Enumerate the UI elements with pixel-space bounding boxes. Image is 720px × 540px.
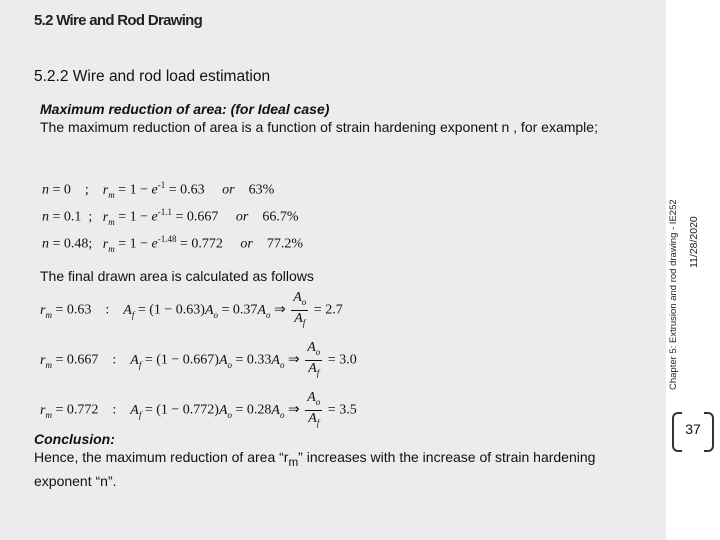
conclusion [34, 430, 644, 490]
intro-text: The maximum reduction of area is a function of strain hardening exponent n , for example; [40, 119, 598, 135]
case-percent: 63% [248, 182, 275, 198]
intro-paragraph [40, 100, 650, 136]
case-equation: n = 0.1 ; $r_m = 1 - e^{-1.1} = 0.667$ or 66.7% [42, 207, 299, 227]
final-coef: 0.37 [232, 302, 258, 318]
date-label: 11/28/2020 [688, 216, 700, 268]
page-number [672, 412, 714, 450]
conclusion-text-after: ” increases with the increase of strain hardening exponent “n”. [34, 449, 596, 489]
final-ratio: 3.5 [339, 402, 357, 418]
final-coef: 0.28 [246, 402, 272, 418]
case-rm: 0.772 [191, 236, 223, 252]
area-ratio-fraction: $\frac{A_o}{A_f}$ [307, 340, 321, 378]
final-equation: $r_m = 0.772$ : $A_f = (1 - 0.772)A_o = 0.28A_o$ ⇒ $\frac{A_o}{A_f}$ = 3.5 [40, 390, 357, 431]
final-equation: $r_m = 0.63$ : $A_f = (1 - 0.63)A_o = 0.37A_o$ ⇒ $\frac{A_o}{A_f}$ = 2.7 [40, 290, 343, 331]
conclusion-title: Conclusion: [34, 431, 115, 447]
conclusion-symbol: r [283, 449, 289, 465]
final-rm-inline: 0.667 [182, 352, 215, 368]
case-rm: 0.667 [186, 209, 219, 225]
final-ratio: 3.0 [339, 352, 357, 368]
final-rm: 0.63 [66, 302, 92, 318]
final-rm-inline: 0.772 [182, 402, 215, 418]
case-n: 0.1 [63, 209, 82, 225]
case-percent: 66.7% [262, 209, 299, 225]
case-exp: -1 [157, 180, 166, 190]
case-equation: n = 0 ; $r_m = 1 - e^{-1} = 0.63$ or 63% [42, 180, 275, 200]
area-ratio-fraction: $\frac{A_o}{A_f}$ [293, 290, 307, 328]
case-exp: -1.48 [157, 234, 177, 244]
case-exp: -1.1 [157, 207, 173, 217]
section-title: 5.2.2 Wire and rod load estimation [34, 68, 271, 85]
area-ratio-fraction: $\frac{A_o}{A_f}$ [307, 390, 321, 428]
chapter-label: Chapter 5: Extrusion and rod drawing - IE252 [668, 199, 679, 390]
conclusion-text-before: Hence, the maximum reduction of area “ [34, 449, 284, 465]
case-rm: 0.63 [180, 182, 205, 198]
case-n: 0.48 [63, 236, 89, 252]
page-number-value: 37 [685, 421, 701, 437]
final-rm: 0.667 [66, 352, 99, 368]
final-ratio: 2.7 [325, 302, 343, 318]
final-equation: $r_m = 0.667$ : $A_f = (1 - 0.667)A_o = 0.33A_o$ ⇒ $\frac{A_o}{A_f}$ = 3.0 [40, 340, 357, 381]
final-area-text: The final drawn area is calculated as follows [40, 268, 314, 284]
final-rm: 0.772 [66, 402, 99, 418]
conclusion-text [34, 448, 644, 490]
intro-heading: Maximum reduction of area: (for Ideal case) [40, 101, 330, 117]
case-n: 0 [63, 182, 71, 198]
conclusion-subscript: m [288, 455, 299, 469]
case-equation: n = 0.48; $r_m = 1 - e^{-1.48} = 0.772$ or 77.2% [42, 234, 304, 254]
final-coef: 0.33 [246, 352, 272, 368]
final-rm-inline: 0.63 [175, 302, 201, 318]
case-percent: 77.2% [266, 236, 304, 252]
page-header: 5.2 Wire and Rod Drawing [34, 12, 203, 29]
